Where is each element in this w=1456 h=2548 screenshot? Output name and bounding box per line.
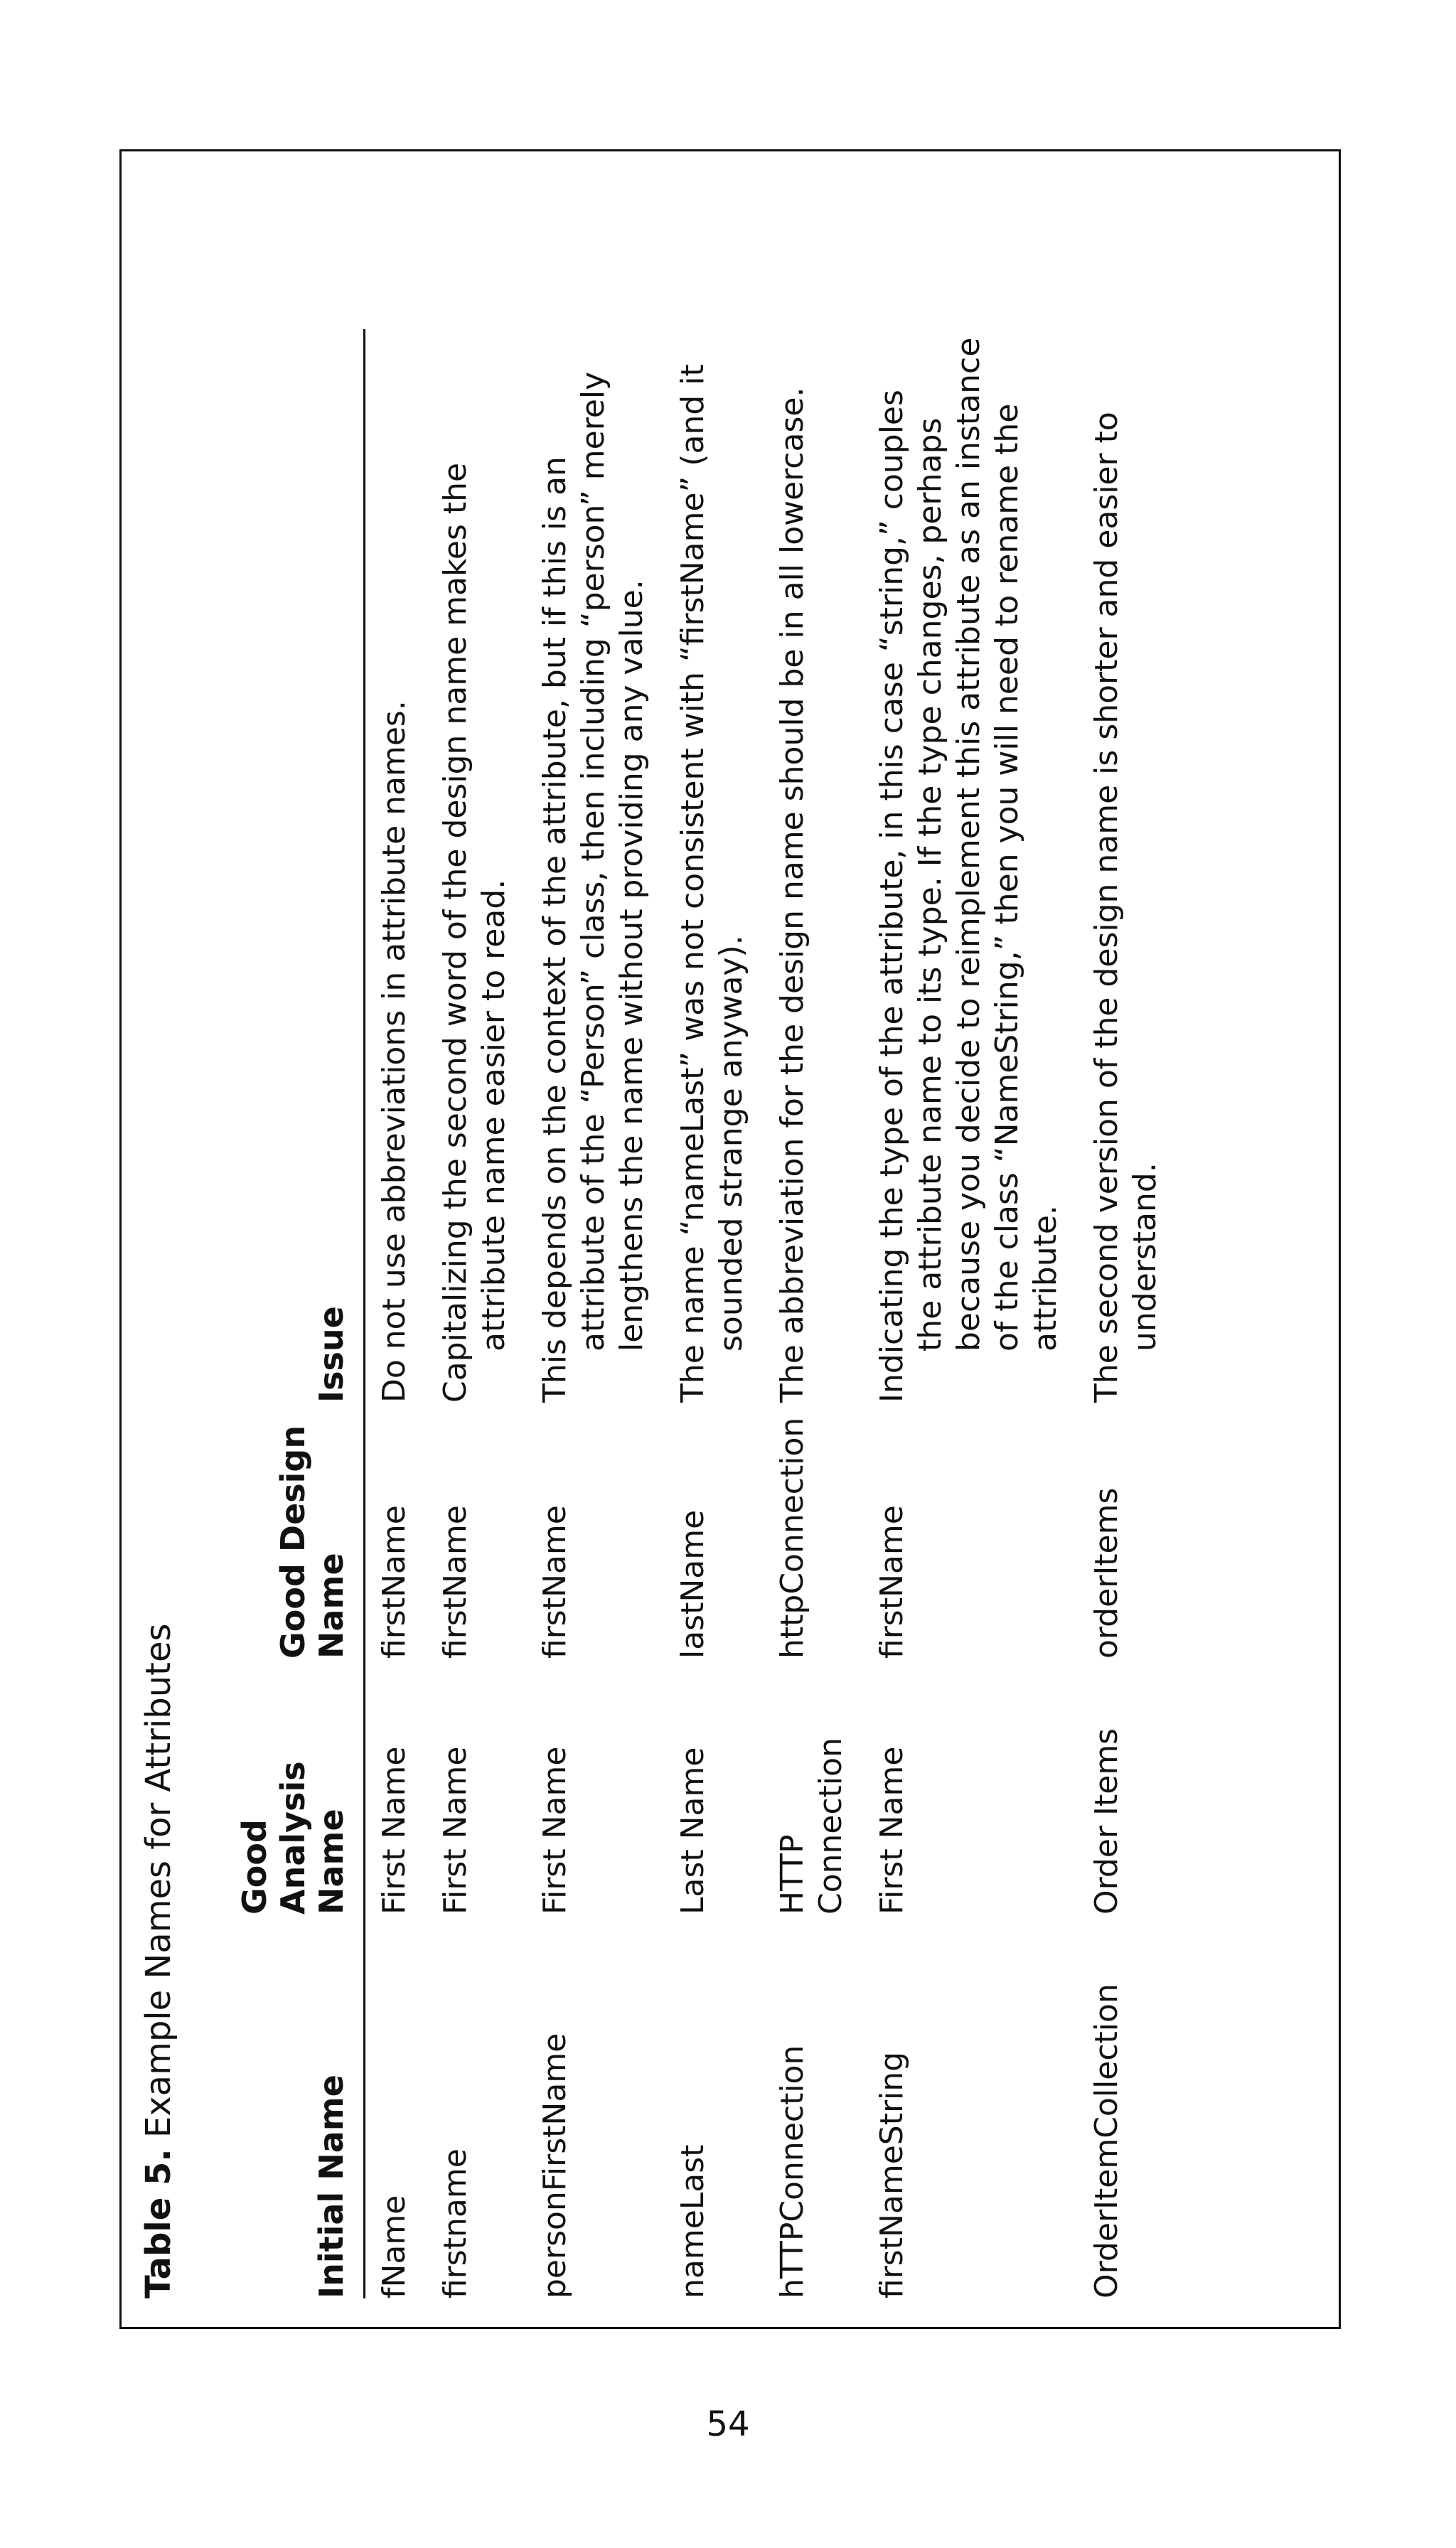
page-number: 54 [706, 2404, 750, 2444]
cell-analysis-name: HTTP Connection [774, 1738, 849, 1915]
cell-design-name: firstName [537, 1505, 573, 1659]
cell-design-name: orderItems [1088, 1487, 1125, 1659]
table-row [526, 329, 664, 2298]
caption-title: Example Names for Attributes [139, 1623, 178, 2138]
cell-issue: The abbreviation for the design name should be in all lowercase. [774, 387, 810, 1403]
cell-design-name: firstName [437, 1505, 473, 1659]
table-row [365, 329, 427, 2298]
cell-initial-name: fName [376, 2195, 412, 2298]
rotated-table [127, 161, 1336, 2320]
header-good-analysis-name: Good Analysis Name [235, 1659, 365, 1915]
cell-design-name: firstName [874, 1505, 910, 1659]
cell-analysis-name: First Name [376, 1746, 412, 1915]
cell-design-name: httpConnection [774, 1417, 810, 1659]
table-row [1078, 329, 1177, 2298]
header-row [235, 329, 365, 2298]
header-issue: Issue [235, 329, 365, 1403]
attribute-names-table [235, 329, 1177, 2298]
cell-initial-name: hTTPConnection [774, 2045, 810, 2298]
cell-initial-name: personFirstName [537, 2033, 573, 2298]
cell-initial-name: firstNameString [874, 2051, 910, 2298]
cell-issue: Do not use abbreviations in attribute names. [376, 700, 412, 1403]
cell-analysis-name: First Name [874, 1746, 910, 1915]
cell-issue: Capitalizing the second word of the design name makes the attribute name easier to read. [437, 462, 512, 1403]
cell-initial-name: firstname [437, 2148, 473, 2298]
cell-analysis-name: Order Items [1088, 1728, 1125, 1915]
cell-analysis-name: Last Name [675, 1747, 711, 1915]
table-row [664, 329, 764, 2298]
cell-design-name: firstName [376, 1505, 412, 1659]
cell-initial-name: OrderItemCollection [1088, 1984, 1125, 2298]
cell-analysis-name: First Name [537, 1746, 573, 1915]
cell-analysis-name: First Name [437, 1746, 473, 1915]
table-row [427, 329, 526, 2298]
table-row [764, 329, 863, 2298]
cell-issue: The name “nameLast” was not consistent with “firstName” (and it sounded strange anyway). [675, 364, 749, 1403]
cell-design-name: lastName [675, 1509, 711, 1659]
cell-issue: The second version of the design name is shorter and easier to understand. [1088, 412, 1163, 1403]
header-good-design-name: Good Design Name [235, 1403, 365, 1659]
table-caption [137, 1623, 180, 2298]
table-frame [119, 149, 1341, 2329]
caption-label: Table 5. [139, 2148, 178, 2298]
cell-issue: Indicating the type of the attribute, in this case “string,” couples the attribute name to its type. If the type changes, perhaps because you decide to reimplement this attribute as an instance of the class “NameString,” then you will need to rename the attribute. [874, 337, 1064, 1403]
table-row [863, 329, 1078, 2298]
cell-initial-name: nameLast [675, 2144, 711, 2298]
header-initial-name: Initial Name [235, 1915, 365, 2298]
cell-issue: This depends on the context of the attribute, but if this is an attribute of the “Person” class, then including “person” merely lengthens the name without providing any value. [537, 371, 650, 1403]
